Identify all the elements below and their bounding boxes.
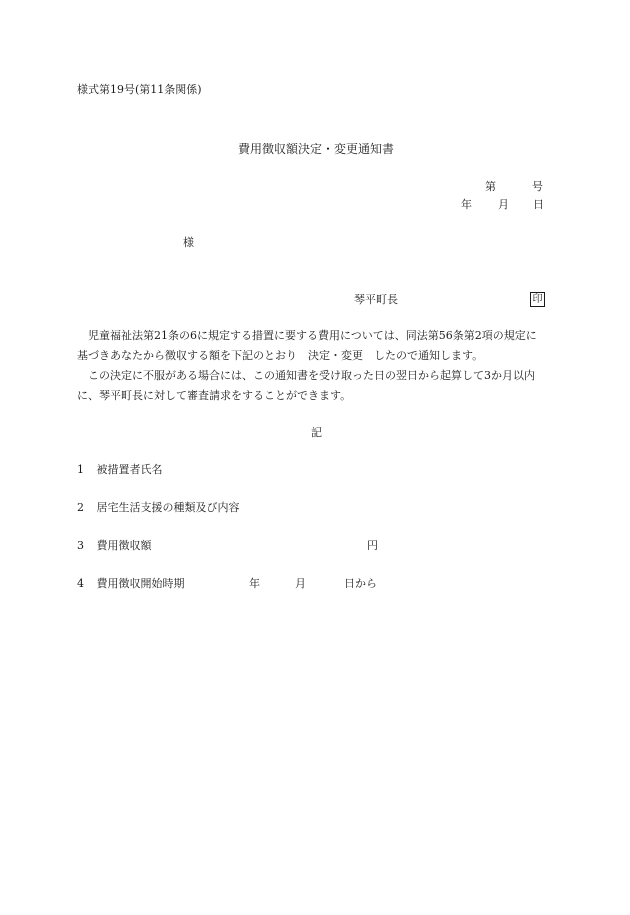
item-label: 被措置者氏名 (96, 463, 163, 476)
issuer-name: 琴平町長 (354, 293, 398, 306)
item-4-day-from: 日から (344, 577, 377, 590)
addressee-suffix: 様 (183, 236, 194, 249)
doc-number-suffix: 号 (532, 180, 543, 193)
ki-heading: 記 (311, 426, 322, 439)
body-paragraph-1: 児童福祉法第21条の6に規定する措置に要する費用については、同法第56条第2項の規定に基づきあなたから徴収する額を下記のとおり 決定・変更 したので通知します。 (77, 329, 537, 362)
document-title: 費用徴収額決定・変更通知書 (238, 142, 395, 156)
item-number: 1 (77, 463, 84, 476)
form-label: 様式第19号(第11条関係) (77, 83, 202, 96)
item-label: 居宅生活支援の種類及び内容 (96, 501, 240, 514)
item-2 (77, 502, 240, 513)
item-3-unit: 円 (367, 539, 378, 552)
item-4-month: 月 (295, 577, 306, 590)
doc-number-prefix: 第 (485, 180, 496, 193)
date-year: 年 (461, 198, 472, 211)
item-label: 費用徴収額 (96, 539, 152, 552)
item-1 (77, 464, 163, 475)
item-4-year: 年 (249, 577, 260, 590)
item-3 (77, 540, 152, 551)
item-4 (77, 578, 185, 589)
item-label: 費用徴収開始時期 (96, 577, 185, 590)
date-month: 月 (498, 198, 509, 211)
body-paragraph-2: この決定に不服がある場合には、この通知書を受け取った日の翌日から起算して3か月以内に、琴平町長に対して審査請求をすることができます。 (77, 369, 535, 402)
item-number: 2 (77, 501, 84, 514)
date-day: 日 (533, 198, 544, 211)
item-number: 4 (77, 577, 84, 590)
item-number: 3 (77, 539, 84, 552)
seal-stamp: 印 (530, 292, 545, 307)
